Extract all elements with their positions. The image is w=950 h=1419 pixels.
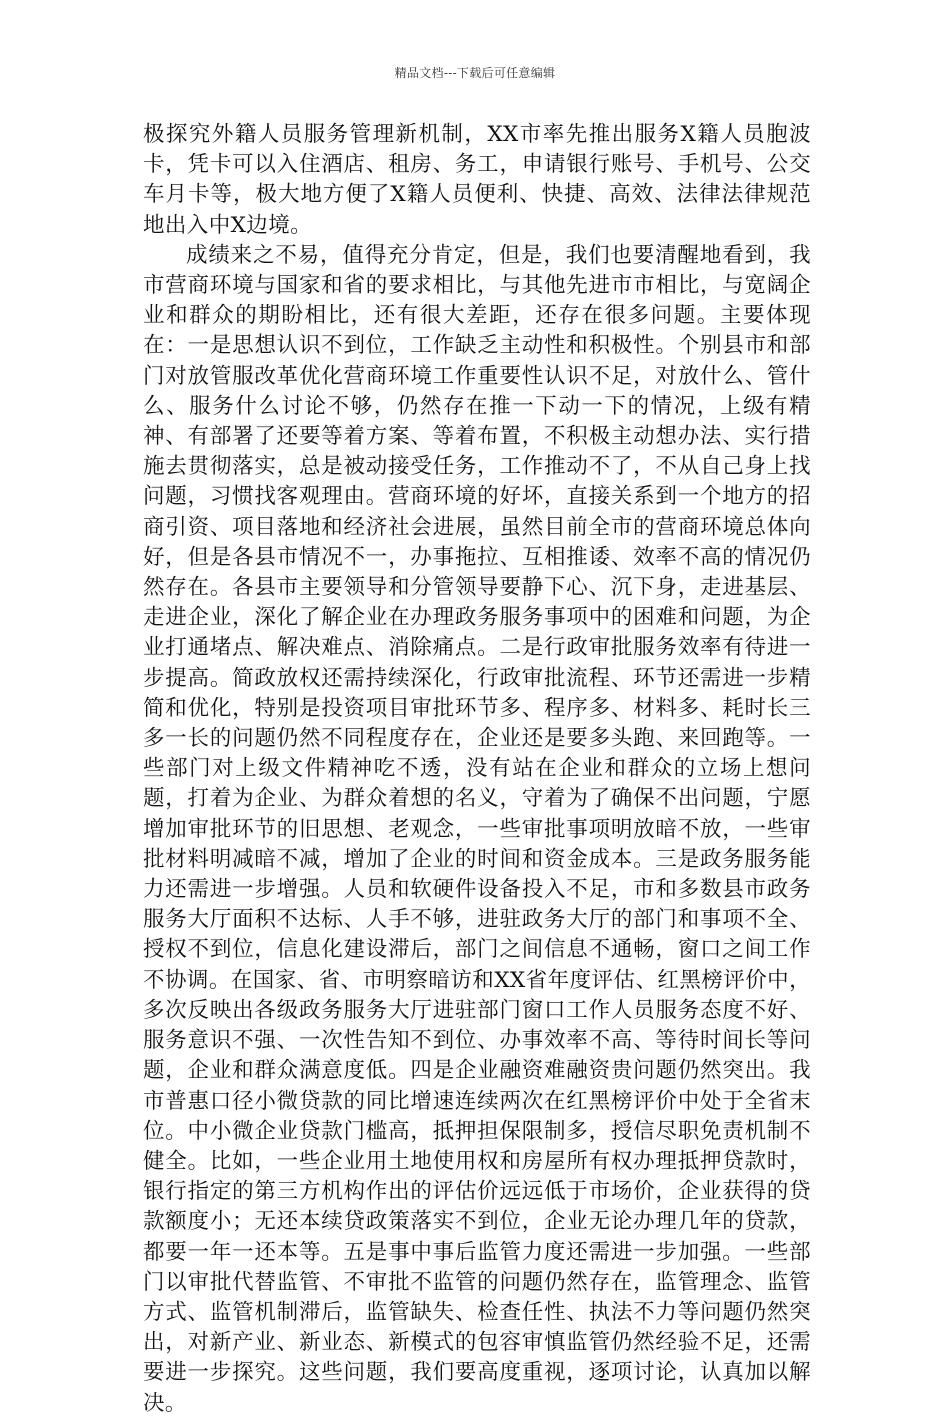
paragraph-continued: 极探究外籍人员服务管理新机制，XX市率先推出服务X籍人员胞波卡，凭卡可以入住酒店、租房、务工，申请银行账号、手机号、公交车月卡等，极大地方便了X籍人员便利、快捷、高效、法律法律规范地出入中X边境。: [143, 122, 811, 238]
page-header-note: 精品文档---下载后可任意编辑: [394, 66, 556, 80]
paragraph-main: 成绩来之不易，值得充分肯定，但是，我们也要清醒地看到，我市营商环境与国家和省的要求相比，与其他先进市市相比，与宽阔企业和群众的期盼相比，还有很大差距，还存在很多问题。主要体现在：一是思想认识不到位，工作缺乏主动性和积极性。个别县市和部门对放管服改革优化营商环境工作重要性认识不足，对放什么、管什么、服务什么讨论不够，仍然存在推一下动一下的情况，上级有精神、有部署了还要等着方案、等着布置，不积极主动想办法、实行措施去贯彻落实，总是被动接受任务，工作推动不了，不从自己身上找问题，习惯找客观理由。营商环境的好坏，直接关系到一个地方的招商引资、项目落地和经济社会进展，虽然目前全市的营商环境总体向好，但是各县市情况不一，办事拖拉、互相推诿、效率不高的情况仍然存在。各县市主要领导和分管领导要静下心、沉下身，走进基层、走进企业，深化了解企业在办理政务服务事项中的困难和问题，为企业打通堵点、解决难点、消除痛点。二是行政审批服务效率有待进一步提高。简政放权还需持续深化，行政审批流程、环节还需进一步精简和优化，特别是投资项目审批环节多、程序多、材料多、耗时长三多一长的问题仍然不同程度存在，企业还是要多头跑、来回跑等。一些部门对上级文件精神吃不透，没有站在企业和群众的立场上想问题，打着为企业、为群众着想的名义，守着为了确保不出问题，宁愿增加审批环节的旧思想、老观念，一些审批事项明放暗不放，一些审批材料明减暗不减，增加了企业的时间和资金成本。三是政务服务能力还需进一步增强。人员和软硬件设备投入不足，市和多数县市政务服务大厅面积不达标、人手不够，进驻政务大厅的部门和事项不全、授权不到位，信息化建设滞后，部门之间信息不通畅，窗口之间工作不协调。在国家、省、市明察暗访和XX省年度评估、红黑榜评价中，多次反映出各级政务服务大厅进驻部门窗口工作人员服务态度不好、服务意识不强、一次性告知不到位、办事效率不高、等待时间长等问题，企业和群众满意度低。四是企业融资难融资贵问题仍然突出。我市普惠口径小微贷款的同比增速连续两次在红黑榜评价中处于全省末位。中小微企业贷款门槛高，抵押担保限制多，授信尽职免责机制不健全。比如，一些企业用土地使用权和房屋所有权办理抵押贷款时，银行指定的第三方机构作出的评估价远远低于市场价，企业获得的贷款额度小；无还本续贷政策落实不到位，企业无论办理几年的贷款，都要一年一还本等。五是事中事后监管力度还需进一步加强。一些部门以审批代替监管、不审批不监管的问题仍然存在，监管理念、监管方式、监管机制滞后，监管缺失、检查任性、执法不力等问题仍然突出，对新产业、新业态、新模式的包容审慎监管仍然经验不足，还需要进一步探究。这些问题，我们要高度重视，逐项讨论，认真加以解决。: [143, 242, 811, 1416]
document-body: [143, 120, 811, 1419]
